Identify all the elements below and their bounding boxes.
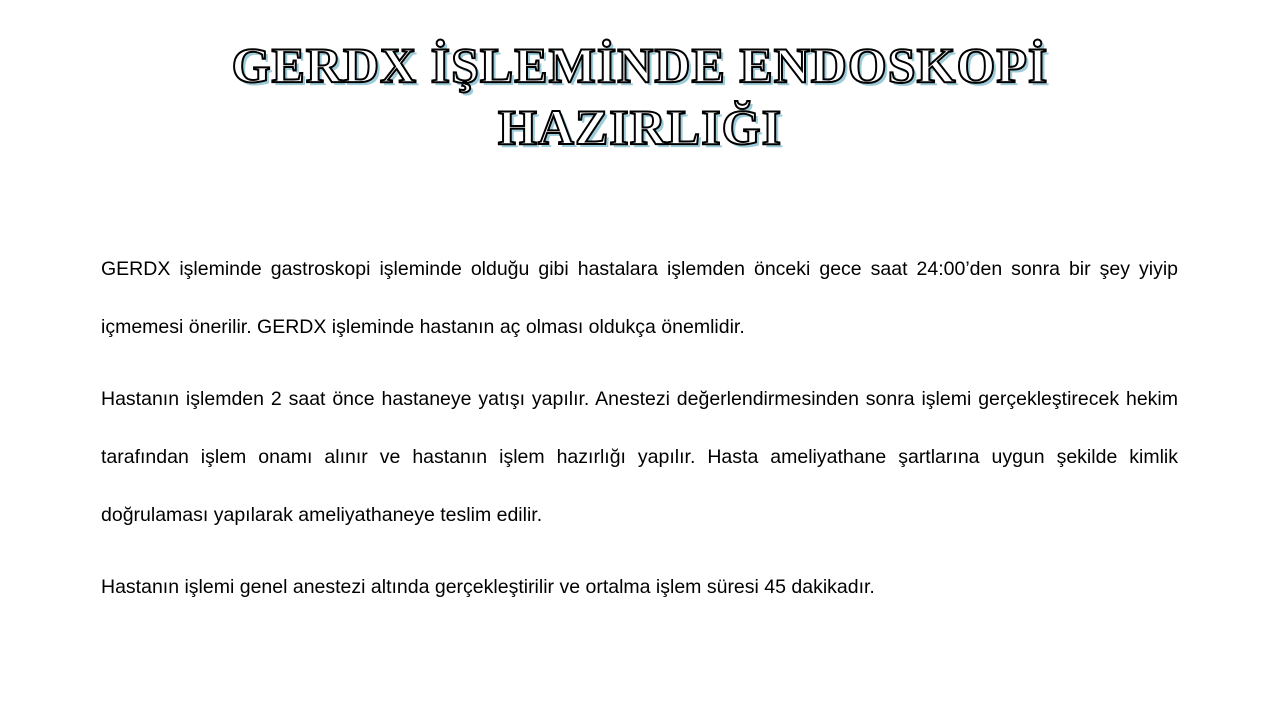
slide-title-line-2: HAZIRLIĞI xyxy=(497,99,783,155)
paragraph-admission: Hastanın işlemden 2 saat önce hastaneye yatışı yapılır. Anestezi değerlendirmesinden sonra işlemi gerçekleştirecek hekim tarafından işlem onamı alınır ve hastanın işlem hazırlığı yapılır. Hasta ameliyathane şartlarına uygun şekilde kimlik doğrulaması yapılarak ameliyathaneye teslim edilir. xyxy=(101,388,1178,526)
paragraph-anesthesia: Hastanın işlemi genel anestezi altında gerçekleştirilir ve ortalma işlem süresi 45 dakikadır. xyxy=(101,576,875,598)
paragraph-fasting: GERDX işleminde gastroskopi işleminde olduğu gibi hastalara işlemden önceki gece saat 24:00’den sonra bir şey yiyip içmemesi önerilir. GERDX işleminde hastanın aç olması oldukça önemlidir. xyxy=(101,258,1178,338)
slide-body xyxy=(101,240,1178,616)
slide-title-line-1: GERDX İŞLEMİNDE ENDOSKOPİ xyxy=(231,37,1049,93)
slide-title xyxy=(140,34,1140,158)
